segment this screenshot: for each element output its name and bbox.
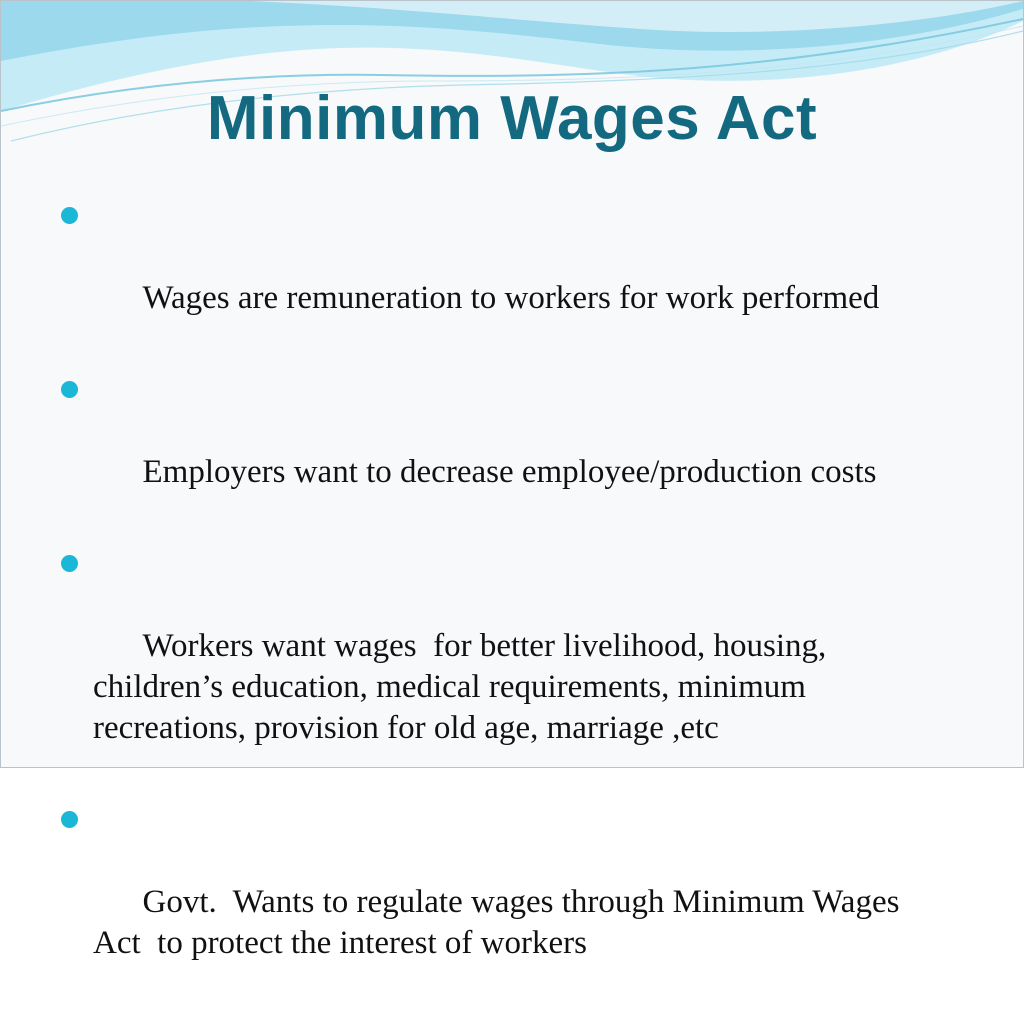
bullet-item xyxy=(61,544,991,790)
bullet-item xyxy=(61,370,991,534)
slide-title: Minimum Wages Act xyxy=(206,84,818,153)
bullet-dot-icon xyxy=(61,811,78,828)
bullet-list xyxy=(61,196,991,1015)
bullet-text: Wages are remuneration to workers for work performed xyxy=(142,280,880,316)
bullet-dot-icon xyxy=(61,555,78,572)
bullet-item xyxy=(61,196,991,360)
bullet-text: Employers want to decrease employee/production costs xyxy=(142,454,877,490)
bullet-dot-icon xyxy=(61,381,78,398)
bullet-text: Workers want wages for better livelihood, housing, children’s education, medical requirements, minimum recreations, provision for old age, marriage ,etc xyxy=(93,628,827,746)
bullet-item xyxy=(61,800,991,1005)
bullet-dot-icon xyxy=(61,207,78,224)
bullet-text: Govt. Wants to regulate wages through Minimum Wages Act to protect the interest of workers xyxy=(93,884,900,961)
